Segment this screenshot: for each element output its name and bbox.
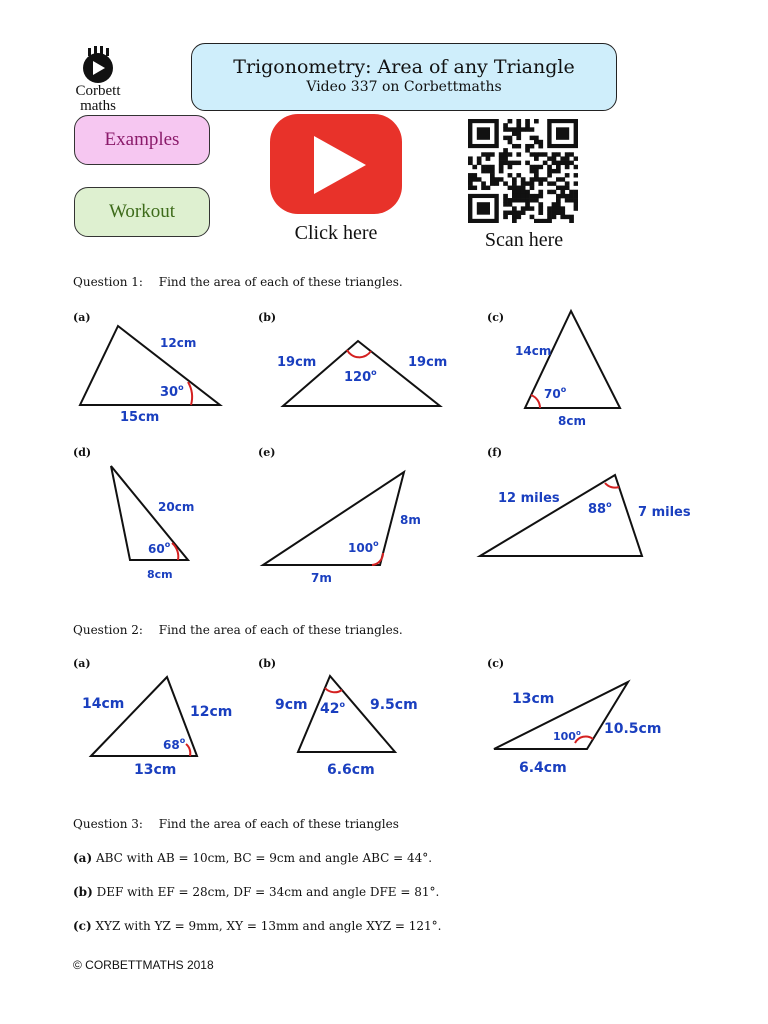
- q2b-side1: 9cm: [275, 697, 308, 713]
- q2a-triangle: [82, 677, 232, 778]
- svg-text:100o: [348, 539, 379, 555]
- q2c-label: (c): [487, 657, 505, 670]
- q1c-triangle: [515, 311, 620, 428]
- q1a-triangle: [80, 326, 220, 425]
- q2b-angle: 42: [320, 701, 340, 717]
- q1f-deg: o: [606, 500, 612, 509]
- q1d-deg: o: [164, 540, 171, 549]
- corbettmaths-logo: [58, 44, 138, 114]
- question1-text: Find the area of each of these triangles.: [158, 275, 403, 289]
- svg-text:8cm: [147, 568, 173, 581]
- logo-icon: [58, 44, 138, 84]
- q2b-triangle: [275, 676, 418, 778]
- question3-text: Find the area of each of these triangles: [158, 817, 399, 831]
- q1b-label: (b): [258, 311, 277, 324]
- q1e-side2: 7m: [311, 571, 332, 585]
- q3c-line: [73, 919, 441, 933]
- q1e-angle: 100: [348, 541, 374, 555]
- q3c-label: (c): [73, 919, 92, 933]
- q1f-angle: 88: [588, 502, 607, 517]
- question2-label: Question 2:: [73, 623, 143, 637]
- click-here-caption[interactable]: Click here: [294, 222, 378, 244]
- q2c-side3: 6.4cm: [519, 760, 567, 776]
- question2-heading: [73, 623, 403, 637]
- q3a-label: (a): [73, 851, 93, 865]
- question1-label: Question 1:: [73, 275, 143, 289]
- q3a-line: [73, 851, 432, 865]
- q1c-angle: 70: [544, 387, 561, 401]
- q2b-side2: 9.5cm: [370, 697, 418, 713]
- page-subtitle: Video 337 on Corbettmaths: [306, 79, 502, 95]
- q3c-text: XYZ with YZ = 9mm, XY = 13mm and angle XYZ = 121°.: [95, 919, 442, 933]
- q1c-side2: 8cm: [558, 414, 586, 428]
- q2a-deg: o: [179, 736, 186, 745]
- svg-text:6.6cm: [327, 762, 375, 778]
- svg-text:68o: [163, 736, 186, 752]
- q1c-deg: o: [560, 385, 567, 394]
- q1a-side2: 15cm: [120, 410, 160, 425]
- logo-line1: Corbett: [75, 83, 121, 99]
- q2a-label: (a): [73, 657, 91, 670]
- q3a-text: ABC with AB = 10cm, BC = 9cm and angle ABC = 44°.: [95, 851, 433, 865]
- q2c-side1: 13cm: [512, 691, 555, 707]
- q1e-label: (e): [258, 446, 276, 459]
- svg-text:88o: [588, 500, 612, 517]
- q3b-line: [73, 885, 439, 899]
- svg-text:6.4cm: [519, 760, 567, 776]
- q1-triangles: [0, 300, 768, 600]
- svg-text:30o: [160, 383, 184, 400]
- svg-text:7 miles: [638, 505, 691, 520]
- svg-text:20cm: [158, 500, 194, 514]
- svg-text:13cm: [512, 691, 554, 707]
- svg-text:9cm: [275, 697, 308, 713]
- svg-text:10.5cm: [604, 721, 661, 737]
- svg-text:9.5cm: [370, 697, 418, 713]
- q1d-angle: 60: [148, 542, 165, 556]
- q1a-side1: 12cm: [160, 336, 197, 350]
- q1d-label: (d): [73, 446, 92, 459]
- svg-text:12cm: [190, 704, 232, 720]
- q1f-triangle: [480, 475, 691, 556]
- svg-text:7m: [311, 571, 332, 585]
- svg-text:60o: [148, 540, 171, 556]
- q1b-deg: o: [371, 368, 377, 377]
- q3b-label: (b): [73, 885, 93, 899]
- q2a-side2: 12cm: [190, 704, 233, 720]
- title-box: [191, 43, 617, 111]
- q1b-side1: 19cm: [277, 355, 317, 370]
- q1e-deg: o: [373, 539, 379, 548]
- q1d-triangle: [111, 466, 194, 581]
- q1a-label: (a): [73, 311, 91, 324]
- q3b-text: DEF with EF = 28cm, DF = 34cm and angle DFE = 81°.: [96, 885, 440, 899]
- q1f-side2: 7 miles: [638, 505, 691, 520]
- question3-label: Question 3:: [73, 817, 143, 831]
- q1c-side1: 14cm: [515, 344, 552, 358]
- svg-text:15cm: [120, 410, 159, 425]
- q1d-side2: 8cm: [147, 568, 173, 581]
- q2b-side3: 6.6cm: [327, 762, 375, 778]
- q1f-side1: 12 miles: [498, 491, 560, 506]
- q1e-triangle: [263, 472, 421, 585]
- q1b-triangle: [277, 341, 447, 406]
- q1a-angle: 30: [160, 385, 179, 400]
- q2a-angle: 68: [163, 738, 180, 752]
- question3-heading: [73, 817, 399, 831]
- svg-text:70o: [544, 385, 567, 401]
- svg-text:19cm: [408, 355, 447, 370]
- page-title: Trigonometry: Area of any Triangle: [233, 56, 575, 78]
- question2-text: Find the area of each of these triangles.: [158, 623, 403, 637]
- play-video-icon[interactable]: [270, 114, 402, 214]
- q1a-deg: o: [178, 383, 184, 392]
- q1e-side1: 8m: [400, 513, 421, 527]
- question1-heading: [73, 275, 403, 289]
- q2b-label: (b): [258, 657, 277, 670]
- q1c-label: (c): [487, 311, 505, 324]
- svg-text:14cm: [515, 344, 551, 358]
- workout-button[interactable]: Workout: [74, 187, 210, 237]
- qr-code-icon[interactable]: [468, 119, 578, 223]
- svg-text:8cm: [558, 414, 586, 428]
- svg-text:12cm: [160, 336, 196, 350]
- q2c-triangle: [494, 682, 661, 776]
- q1b-angle: 120: [344, 370, 372, 385]
- svg-text:8m: [400, 513, 421, 527]
- svg-text:14cm: [82, 696, 124, 712]
- q2c-deg: o: [575, 729, 581, 737]
- q2-triangles: [0, 660, 768, 790]
- scan-here-caption: Scan here: [484, 229, 564, 251]
- q2a-side1: 14cm: [82, 696, 125, 712]
- q1f-label: (f): [487, 446, 503, 459]
- q2b-deg: o: [339, 700, 345, 709]
- q2c-side2: 10.5cm: [604, 721, 662, 737]
- q1d-side1: 20cm: [158, 500, 195, 514]
- examples-button[interactable]: Examples: [74, 115, 210, 165]
- svg-text:42o: [320, 700, 345, 717]
- svg-text:19cm: [277, 355, 316, 370]
- svg-text:12 miles: [498, 491, 560, 506]
- q2c-angle: 100: [553, 730, 576, 743]
- q1b-side2: 19cm: [408, 355, 448, 370]
- q2a-side3: 13cm: [134, 762, 177, 778]
- svg-text:13cm: [134, 762, 176, 778]
- logo-line2: maths: [80, 98, 116, 114]
- copyright-footer: © CORBETTMATHS 2018: [73, 958, 214, 972]
- svg-text:120o: [344, 368, 377, 385]
